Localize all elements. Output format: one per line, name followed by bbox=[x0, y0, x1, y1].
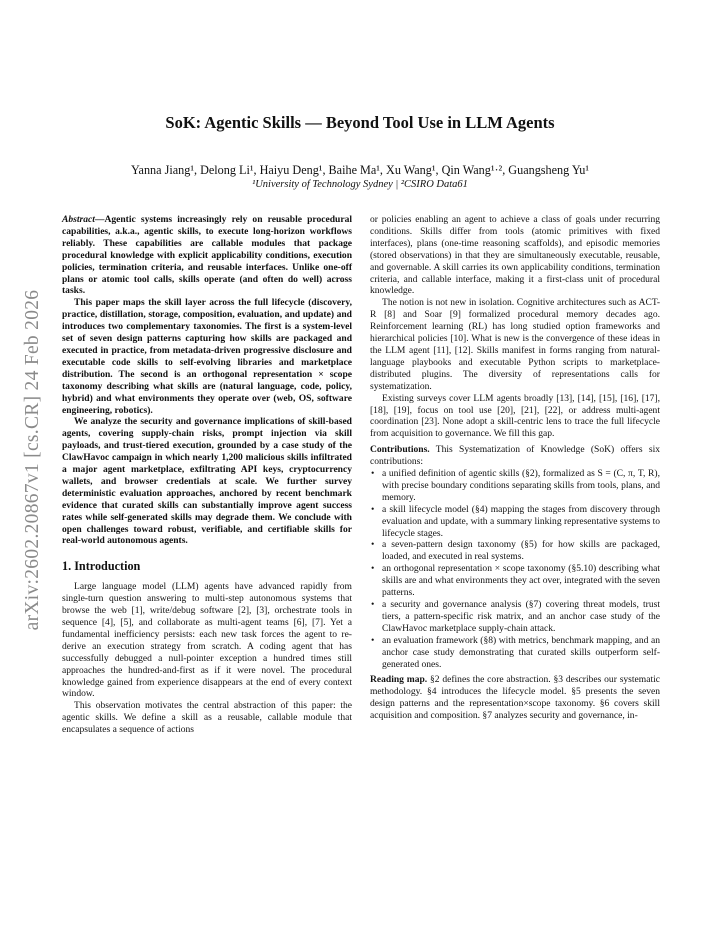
contributions-list bbox=[370, 468, 660, 670]
abstract-label: Abstract bbox=[62, 214, 95, 225]
section-heading-introduction: 1. Introduction bbox=[62, 559, 141, 574]
contribution-item: • a seven-pattern design taxonomy (§5) for how skills are packaged, loaded, and executed in real systems. bbox=[370, 539, 660, 563]
contribution-item: • a skill lifecycle model (§4) mapping the stages from discovery through evaluation and update, with a summary linking representative systems to lifecycle stages. bbox=[370, 504, 660, 540]
left-column bbox=[62, 214, 352, 736]
contributions-label: Contributions. bbox=[370, 444, 430, 456]
reading-map-text: §2 defines the core abstraction. §3 describes our systematic methodology. §4 introduces the lifecycle model. §5 presents the seven design patterns and the representation×scope taxonomy. §6 covers skill acquisition and composition. §7 analyzes security and governance, in- bbox=[370, 674, 660, 722]
abstract-text-1: —Agentic systems increasingly rely on reusable procedural capabilities, a.k.a., agentic skills, to execute long-horizon workflows reliably. These capabilities are callable modules that package procedural knowledge with explicit applicability conditions, execution policies, termination criteria, and reusable interfaces. Unlike one-off plans or atomic tool calls, skills operate (and often do well) across tasks. bbox=[62, 214, 352, 297]
contributions-intro bbox=[370, 444, 660, 468]
contribution-item: • an orthogonal representation × scope taxonomy (§5.10) describing what skills are and what environments they act over, integrated with the seven patterns. bbox=[370, 563, 660, 599]
right-paragraph-3: Existing surveys cover LLM agents broadly [13], [14], [15], [16], [17], [18], [19], focus on tool use [20], [21], [22], or address multi-agent coordination [23]. None adopt a skill-centric lens to trace the full lifecycle from acquisition to governance. We fill this gap. bbox=[370, 392, 660, 440]
arxiv-stamp bbox=[16, 200, 50, 720]
reading-map-label: Reading map. bbox=[370, 674, 428, 686]
paper-title: SoK: Agentic Skills — Beyond Tool Use in LLM Agents bbox=[165, 113, 555, 132]
abstract-paragraph-3: We analyze the security and governance implications of skill-based agents, covering supply-chain risks, prompt injection via skill payloads, and trust-tiered execution, grounded by a case study of the ClawHavoc campaign in which nearly 1,200 malicious skills infiltrated a major agent marketplace, exfiltrating API keys, cryptocurrency wallets, and browser credentials at scale. We further survey deterministic evaluation approaches, anchored by recent benchmark evidence that curated skills can substantially improve agent success rates while self-generated skills may degrade them. We conclude with open challenges toward robust, verifiable, and certifiable skills for real-world autonomous agents. bbox=[62, 416, 352, 547]
intro-paragraph-1: Large language model (LLM) agents have advanced rapidly from single-turn question answering to multi-step autonomous systems that browse the web [1], write/debug software [2], [3], orchestrate tools in sequence [4], [5], and collaborate as multi-agent teams [6], [7]. Yet a fundamental inefficiency persists: each new task forces the agent to re-derive an execution strategy from scratch. A coding agent that has successfully debugged a null-pointer exception a hundred times still approaches the hundred-and-first as if it were novel. The procedural knowledge gained from experience disappears at the end of every context window. bbox=[62, 581, 352, 700]
reading-map bbox=[370, 674, 660, 722]
abstract bbox=[62, 214, 352, 547]
arxiv-stamp-text: arXiv:2602.20867v1 [cs.CR] 24 Feb 2026 bbox=[22, 289, 43, 631]
contribution-item: • a security and governance analysis (§7) covering threat models, trust tiers, a pattern-specific risk matrix, and an anchor case study of the ClawHavoc marketplace supply-chain attack. bbox=[370, 599, 660, 635]
contribution-item: • a unified definition of agentic skills (§2), formalized as S = (C, π, T, R), with precise boundary conditions separating skills from tools, plans, and memory. bbox=[370, 468, 660, 504]
intro-paragraph-2: This observation motivates the central abstraction of this paper: the agentic skills. We define a skill as a reusable, callable module that encapsulates a sequence of actions bbox=[62, 700, 352, 736]
abstract-paragraph-2: This paper maps the skill layer across the full lifecycle (discovery, practice, distillation, storage, composition, evaluation, and update) and introduces two complementary taxonomies. The first is a system-level set of seven design patterns capturing how skills are packaged and executed in practice, from metadata-driven progressive disclosure and executable code skills to self-evolving libraries and marketplace distribution. The second is an orthogonal representation × scope taxonomy describing what skills are (natural language, code, policy, hybrid) and what environments they operate over (web, OS, software engineering, robotics). bbox=[62, 297, 352, 416]
abstract-paragraph-1 bbox=[62, 214, 352, 297]
contributions-intro-text: This Systematization of Knowledge (SoK) offers six contributions: bbox=[370, 444, 660, 468]
affiliations: ¹University of Technology Sydney | ²CSIRO Data61 bbox=[252, 179, 468, 190]
contribution-item: • an evaluation framework (§8) with metrics, benchmark mapping, and an anchor case study demonstrating that curated skills outperform self-generated ones. bbox=[370, 635, 660, 671]
right-paragraph-2: The notion is not new in isolation. Cognitive architectures such as ACT-R [8] and Soar [9] formalized procedural memory decades ago. Reinforcement learning (RL) has long studied option frameworks and hierarchical policies [10]. What is new is the convergence of these ideas in the LLM agent [11], [12]. Skills manifest in forms ranging from natural-language playbooks and executable Python scripts to marketplace-distributed plugins. The diversity of representations calls for systematization. bbox=[370, 297, 660, 392]
right-paragraph-1: or policies enabling an agent to achieve a class of goals under recurring conditions. Skills differ from tools (atomic primitives with fixed interfaces), plans (one-time reasoning scaffolds), and episodic memories (stored observations) in that they are simultaneously executable, reusable, and governable. A skill carries its own applicability conditions, termination criteria, and callable interface, making it a first-class unit of procedural knowledge. bbox=[370, 214, 660, 297]
right-column bbox=[370, 214, 660, 722]
author-list: Yanna Jiang¹, Delong Li¹, Haiyu Deng¹, Baihe Ma¹, Xu Wang¹, Qin Wang¹·², Guangsheng Yu¹ bbox=[130, 163, 590, 177]
